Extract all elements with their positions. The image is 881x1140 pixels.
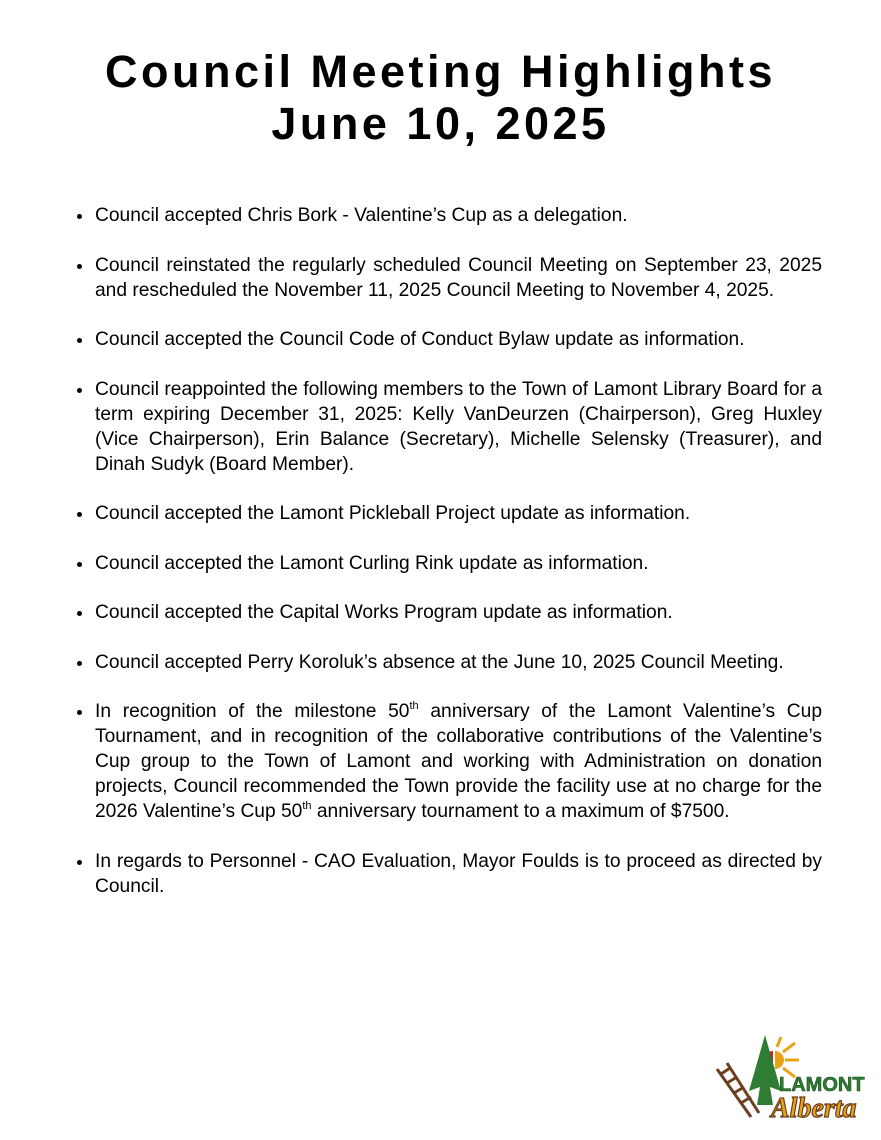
list-item: Council accepted Chris Bork - Valentine’s Cup as a delegation. [95, 203, 822, 228]
list-item: In regards to Personnel - CAO Evaluation, Mayor Foulds is to proceed as directed by Council. [95, 850, 822, 897]
title-line-1: Council Meeting Highlights [105, 46, 776, 97]
item-text: anniversary of the Lamont Valentine’s Cup Tournament, and in recognition of the collaborative contributions of the Valentine’s Cup group to the Town of Lamont and working with Administration on donation projects, Council recommended the Town provide the facility use at no charge for the 2026 Valentine’s Cup 50 [95, 701, 822, 822]
list-item: Council accepted the Lamont Pickleball Project update as information. [95, 501, 822, 526]
item-text: anniversary tournament to a maximum of $7500. [311, 801, 730, 822]
title-line-2: June 10, 2025 [271, 98, 610, 149]
list-item: Council accepted Perry Koroluk’s absence at the June 10, 2025 Council Meeting. [95, 650, 822, 675]
ordinal-suffix: th [409, 699, 419, 712]
highlights-list [95, 203, 822, 923]
list-item: Council accepted the Council Code of Conduct Bylaw update as information. [95, 327, 822, 352]
railway-icon [717, 1063, 759, 1117]
list-item: Council accepted the Capital Works Program update as information. [95, 600, 822, 625]
logo-line-1: LAMONT [779, 1074, 865, 1096]
list-item: Council accepted the Lamont Curling Rink update as information. [95, 551, 822, 576]
item-text: In recognition of the milestone 50 [95, 701, 410, 722]
lamont-alberta-logo [713, 1033, 873, 1123]
logo-graphic [713, 1033, 873, 1123]
list-item [95, 699, 822, 824]
page-title [0, 46, 881, 150]
logo-line-2: Alberta [771, 1093, 857, 1123]
ordinal-suffix: th [302, 799, 312, 812]
list-item: Council reinstated the regularly scheduled Council Meeting on September 23, 2025 and rescheduled the November 11, 2025 Council Meeting to November 4, 2025. [95, 254, 822, 301]
list-item: Council reappointed the following members to the Town of Lamont Library Board for a term expiring December 31, 2025: Kelly VanDeurzen (Chairperson), Greg Huxley (Vice Chairperson), Erin Balance (Secretary), Michelle Selensky (Treasurer), and Dinah Sudyk (Board Member). [95, 378, 822, 475]
